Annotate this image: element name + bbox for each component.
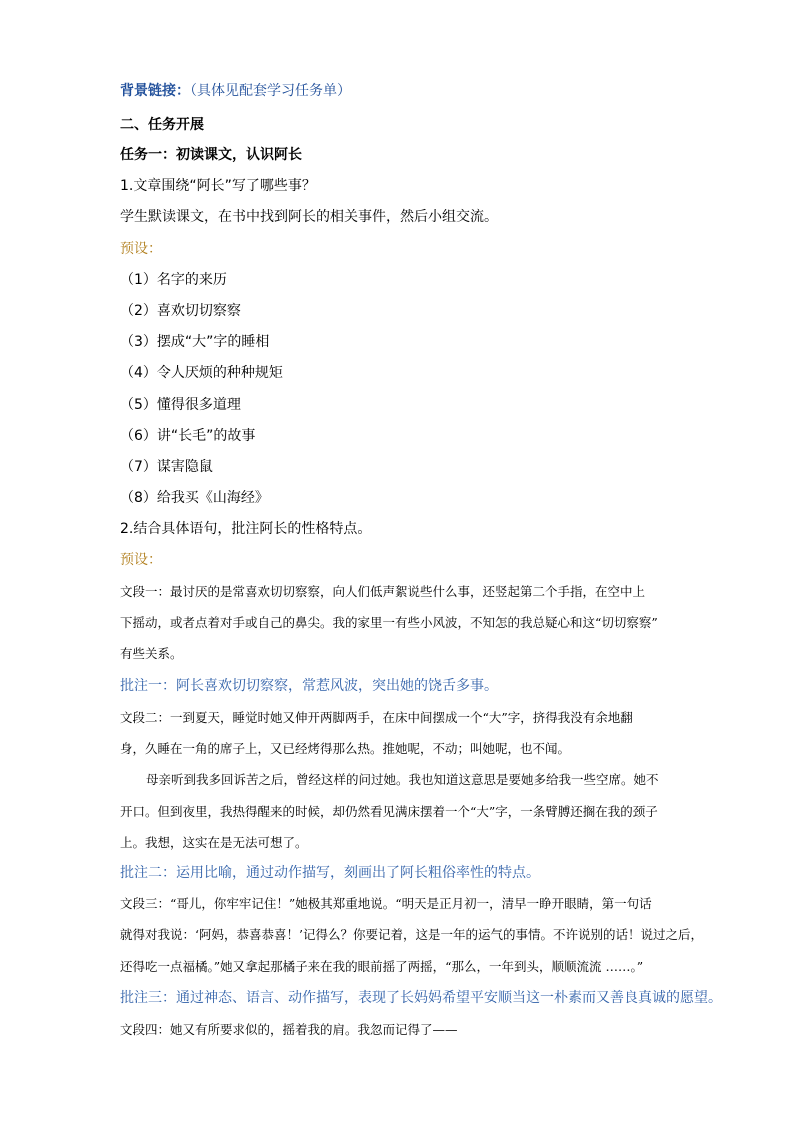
list-item: （4）令人厌烦的种种规矩 xyxy=(120,365,283,381)
passage-2-line-5: 上。我想，这实在是无法可想了。 xyxy=(120,835,308,850)
list-item: （3）摆成“大”字的睡相 xyxy=(120,334,270,350)
passage-3-line-2: 就得对我说：‘阿妈，恭喜恭喜！’记得么？你要记着，这是一年的运气的事情。不许说别的话！说过之后， xyxy=(120,927,703,942)
annotation-3: 批注三：通过神态、语言、动作描写，表现了长妈妈希望平安顺当这一朴素而又善良真诚的愿望。 xyxy=(120,990,722,1006)
background-link-label: 背景链接： xyxy=(120,83,190,99)
section-title: 二、任务开展 xyxy=(120,117,204,133)
passage-2-line-2: 身，久睡在一角的席子上，又已经烤得那么热。推她呢，不动；叫她呢，也不闻。 xyxy=(120,741,571,756)
passage-3-line-1: 文段三：“哥儿，你牢牢记住！”她极其郑重地说。“明天是正月初一，清早一睁开眼睛，第一句话 xyxy=(120,896,652,911)
passage-1-line-1: 文段一：最讨厌的是常喜欢切切察察，向人们低声絮说些什么事，还竖起第二个手指，在空中上 xyxy=(120,584,646,599)
annotation-2: 批注二：运用比喻，通过动作描写，刻画出了阿长粗俗率性的特点。 xyxy=(120,865,540,881)
list-item: （8）给我买《山海经》 xyxy=(120,490,269,506)
question-1: 1.文章围绕“阿长”写了哪些事？ xyxy=(120,178,316,194)
background-link-note: （具体见配套学习任务单） xyxy=(190,83,351,99)
list-item: （2）喜欢切切察察 xyxy=(120,303,241,319)
passage-1-line-2: 下摇动，或者点着对手或自己的鼻尖。我的家里一有些小风波，不知怎的我总疑心和这“切切察察” xyxy=(120,615,658,630)
list-item: （7）谋害隐鼠 xyxy=(120,459,213,475)
passage-2-line-1: 文段二：一到夏天，睡觉时她又伸开两脚两手，在床中间摆成一个“大”字，挤得我没有余地翻 xyxy=(120,710,633,725)
preset-label-1: 预设： xyxy=(120,241,162,257)
task-title: 任务一：初读课文，认识阿长 xyxy=(120,147,302,163)
question-1-instruction: 学生默读课文，在书中找到阿长的相关事件，然后小组交流。 xyxy=(120,209,498,225)
passage-4-line-1: 文段四：她又有所要求似的，摇着我的肩。我忽而记得了—— xyxy=(120,1022,458,1037)
passage-2-line-4: 开口。但到夜里，我热得醒来的时候，却仍然看见满床摆着一个“大”字，一条臂膊还搁在我的颈子 xyxy=(120,804,658,819)
list-item: （1）名字的来历 xyxy=(120,272,227,288)
preset-label-2: 预设： xyxy=(120,552,162,568)
passage-2-line-3: 母亲听到我多回诉苦之后，曾经这样的问过她。我也知道这意思是要她多给我一些空席。她不 xyxy=(146,772,659,787)
list-item: （5）懂得很多道理 xyxy=(120,397,241,413)
passage-1-line-3: 有些关系。 xyxy=(120,646,183,661)
passage-3-line-3: 还得吃一点福橘。”她又拿起那橘子来在我的眼前摇了两摇，“那么，一年到头，顺顺流流 ……。” xyxy=(120,959,644,974)
annotation-1: 批注一：阿长喜欢切切察察，常惹风波，突出她的饶舌多事。 xyxy=(120,678,498,694)
list-item: （6）讲“长毛”的故事 xyxy=(120,428,256,444)
background-link-line xyxy=(120,82,351,100)
question-2: 2.结合具体语句，批注阿长的性格特点。 xyxy=(120,521,372,537)
